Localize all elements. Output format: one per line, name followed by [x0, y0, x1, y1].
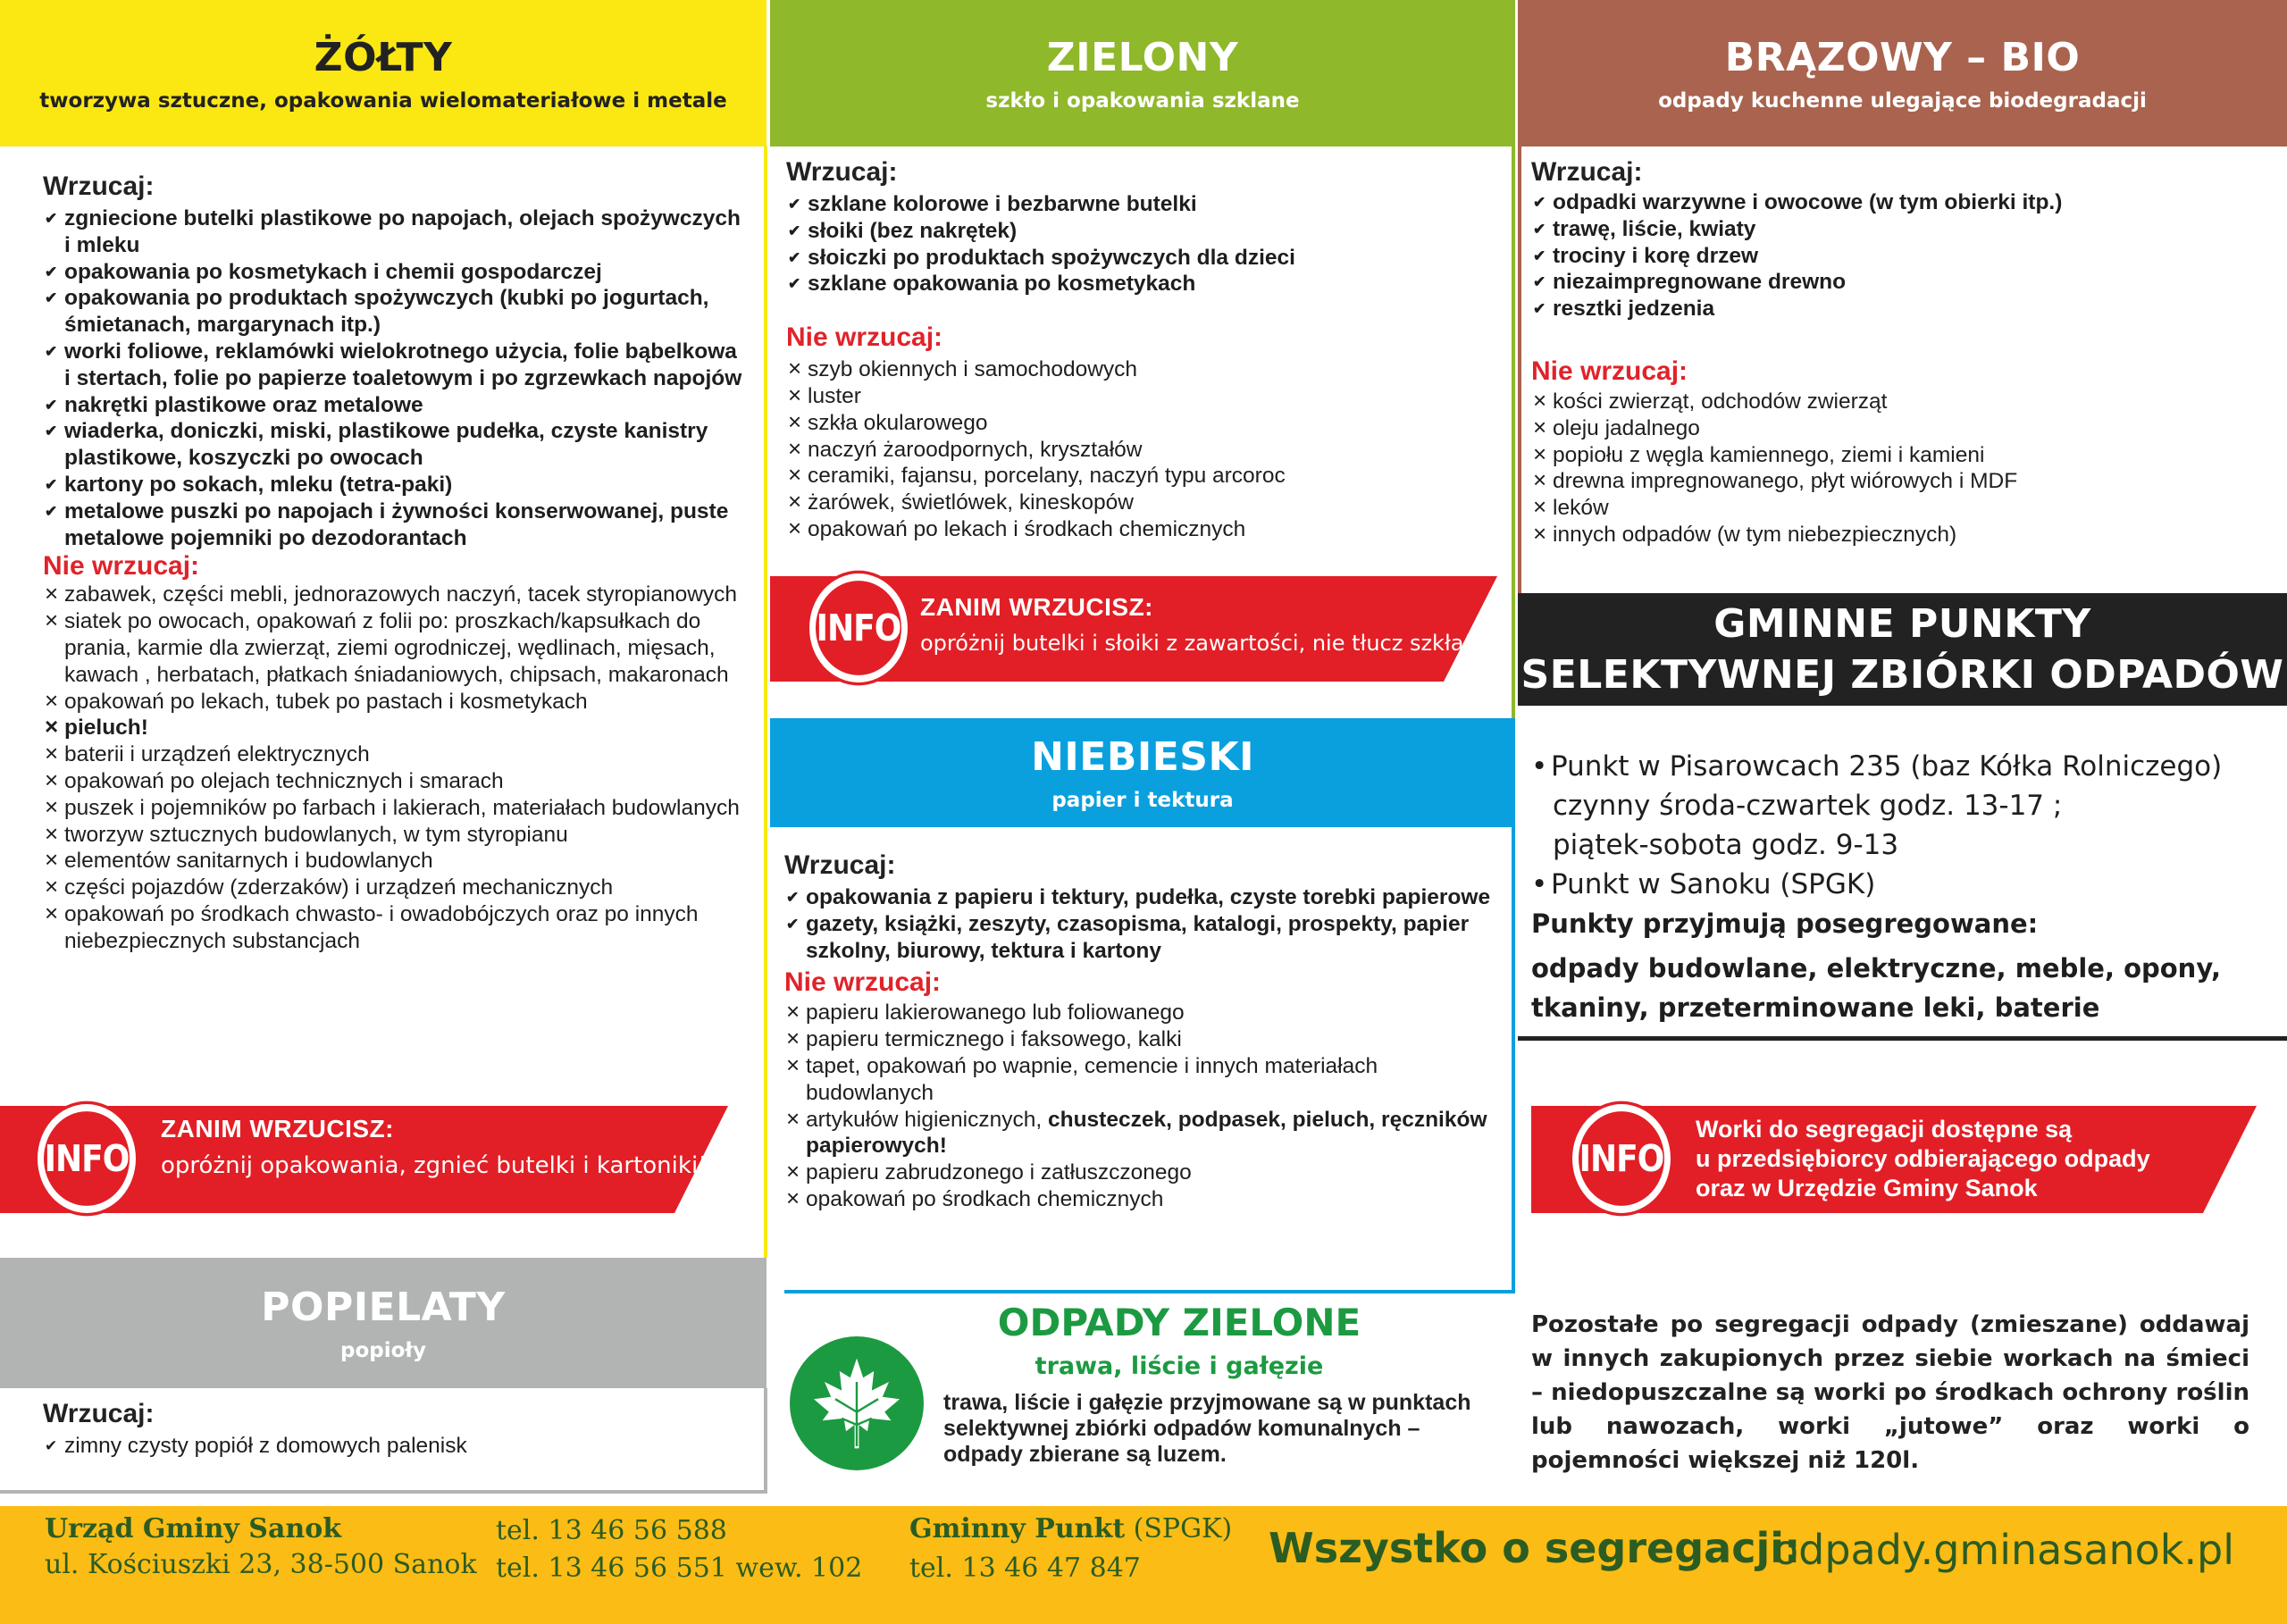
- grey-body: [43, 1399, 749, 1460]
- blue-divider-right: [1512, 827, 1515, 1293]
- list-item: × puszek i pojemników po farbach i lakierach, materiałach budowlanych: [43, 795, 749, 822]
- list-item: × zabawek, części mebli, jednorazowych naczyń, tacek styropianowych: [43, 582, 749, 608]
- leaf-icon: [790, 1336, 924, 1470]
- green-subtitle: szkło i opakowania szklane: [985, 88, 1300, 113]
- list-item: × papieru zabrudzonego i zatłuszczonego: [784, 1159, 1499, 1186]
- grey-divider-bottom: [0, 1490, 767, 1494]
- footer-office-name: Urząd Gminy Sanok: [45, 1513, 342, 1544]
- green-body: [786, 157, 1492, 543]
- yellow-title: ŻÓŁTY: [314, 34, 453, 80]
- list-item: × baterii i urządzeń elektrycznych: [43, 741, 749, 768]
- list-item: × opakowań po lekach i środkach chemicznych: [786, 516, 1492, 543]
- maple-leaf-icon: [803, 1350, 910, 1457]
- list-item: • Punkt w Pisarowcach 235 (baz Kółka Rolniczego): [1531, 747, 2282, 786]
- list-item: • Punkt w Sanoku (SPGK): [1531, 865, 2282, 904]
- grey-divider-right: [764, 1388, 767, 1494]
- footer-tel1: tel. 13 46 56 588: [496, 1515, 727, 1546]
- yellow-divider: [764, 146, 767, 1258]
- grey-title: POPIELATY: [261, 1284, 506, 1330]
- green-divider: [1512, 146, 1515, 718]
- info-line: u przedsiębiorcy odbierającego odpady: [1696, 1145, 2150, 1172]
- blue-header: [770, 718, 1515, 827]
- list-item: × tapet, opakowań po wapnie, cemencie i innych materiałach budowlanych: [784, 1053, 1499, 1107]
- list-item: ✔ zimny czysty popiół z domowych palenisk: [43, 1433, 749, 1460]
- list-item: ✔ odpadki warzywne i owocowe (w tym obierki itp.): [1531, 189, 2264, 216]
- list-item: ✔ niezaimpregnowane drewno: [1531, 269, 2264, 296]
- info-line: oraz w Urzędzie Gminy Sanok: [1696, 1175, 2038, 1201]
- list-item: ✔ resztki jedzenia: [1531, 296, 2264, 322]
- list-item: × części pojazdów (zderzaków) i urządzeń mechanicznych: [43, 875, 749, 901]
- gminne-accept-text: odpady budowlane, elektryczne, meble, opony, tkaniny, przeterminowane leki, baterie: [1531, 953, 2221, 1023]
- green-info-text: [920, 593, 1472, 656]
- info-title: ZANIM WRZUCISZ:: [920, 593, 1154, 621]
- list-item: × szkła okularowego: [786, 410, 1492, 437]
- list-item: ✔ szklane kolorowe i bezbarwne butelki: [786, 191, 1492, 218]
- list-item: ✔ słoiki (bez nakrętek): [786, 218, 1492, 245]
- gminne-body: [1531, 747, 2282, 1027]
- yellow-subtitle: tworzywa sztuczne, opakowania wielomateriałowe i metale: [39, 88, 727, 113]
- brown-header: [1518, 0, 2287, 146]
- list-item: × popiołu z węgla kamiennego, ziemi i kamieni: [1531, 442, 2264, 469]
- yellow-dont-list: [43, 582, 749, 954]
- green-header: [770, 0, 1515, 146]
- list-item: ✔ worki foliowe, reklamówki wielokrotnego użycia, folie bąbelkowa i stertach, folie po papierze toaletowym i po zgrzewkach napojów: [43, 339, 749, 392]
- info-badge-icon: INFO: [1572, 1104, 1671, 1213]
- list-item: × żarówek, świetlówek, kineskopów: [786, 490, 1492, 516]
- brown-dont-list: [1531, 389, 2264, 548]
- gminne-title-line1: GMINNE PUNKTY: [1713, 601, 2091, 647]
- yellow-header: [0, 0, 767, 146]
- list-item: ✔ metalowe puszki po napojach i żywności konserwowanej, puste metalowe pojemniki po dezodorantach: [43, 498, 749, 552]
- list-item: ✔ gazety, książki, zeszyty, czasopisma, katalogi, prospekty, papier szkolny, biurowy, tektura i kartony: [784, 911, 1499, 965]
- list-item: × opakowań po środkach chwasto- i owadobójczych oraz po innych niebezpiecznych substancjach: [43, 901, 749, 955]
- brown-dont-label: Nie wrzucaj:: [1531, 356, 1688, 386]
- footer-point-suffix: (SPGK): [1125, 1513, 1233, 1544]
- list-item: czynny środa-czwartek godz. 13-17 ;: [1553, 790, 2063, 822]
- gminne-points: [1531, 747, 2282, 904]
- info-text: opróżnij butelki i słoiki z zawartości, nie tłucz szkła!: [920, 631, 1473, 656]
- list-item: ✔ opakowania po produktach spożywczych (kubki po jogurtach, śmietanach, margarynach itp.): [43, 285, 749, 339]
- yellow-body: [43, 172, 749, 955]
- list-item: × papieru lakierowanego lub foliowanego: [784, 1000, 1499, 1026]
- list-item: ✔ opakowania po kosmetykach i chemii gospodarczej: [43, 259, 749, 286]
- footer-point-tel: tel. 13 46 47 847: [909, 1553, 1141, 1584]
- list-item: ✔ szklane opakowania po kosmetykach: [786, 271, 1492, 297]
- list-item: × szyb okiennych i samochodowych: [786, 356, 1492, 383]
- brown-title: BRĄZOWY – BIO: [1724, 34, 2081, 80]
- info-title: ZANIM WRZUCISZ:: [161, 1115, 395, 1143]
- green-throw-label: Wrzucaj:: [786, 157, 898, 187]
- list-item: × tworzyw sztucznych budowlanych, w tym styropianu: [43, 822, 749, 849]
- list-item: ✔ trawę, liście, kwiaty: [1531, 216, 2264, 243]
- info-line: Worki do segregacji dostępne są: [1696, 1116, 2073, 1143]
- blue-subtitle: papier i tektura: [1051, 788, 1234, 812]
- list-item-text: artykułów higienicznych,: [806, 1107, 1048, 1132]
- grey-throw-list: [43, 1433, 749, 1460]
- brown-divider: [1518, 146, 1521, 593]
- footer-office-address: ul. Kościuszki 23, 38-500 Sanok: [45, 1549, 477, 1580]
- brown-subtitle: odpady kuchenne ulegające biodegradacji: [1658, 88, 2147, 113]
- info-badge-icon: INFO: [809, 573, 908, 682]
- list-item: piątek-sobota godz. 9-13: [1553, 829, 1899, 861]
- green-throw-list: [786, 191, 1492, 297]
- list-item: × ceramiki, fajansu, porcelany, naczyń typu arcoroc: [786, 463, 1492, 490]
- list-item: ✔ kartony po sokach, mleku (tetra-paki): [43, 472, 749, 498]
- green-title: ZIELONY: [1046, 34, 1239, 80]
- zielone-subtitle: trawa, liście i gałęzie: [1035, 1352, 1324, 1380]
- list-item: × elementów sanitarnych i budowlanych: [43, 848, 749, 875]
- list-item: × opakowań po środkach chemicznych: [784, 1186, 1499, 1213]
- list-item: ✔ słoiczki po produktach spożywczych dla dzieci: [786, 245, 1492, 272]
- blue-dont-label: Nie wrzucaj:: [784, 967, 942, 998]
- footer: [0, 1506, 2287, 1624]
- grey-throw-label: Wrzucaj:: [43, 1399, 155, 1428]
- blue-divider-bottom: [784, 1290, 1515, 1293]
- gminne-accept-label: Punkty przyjmują posegregowane:: [1531, 908, 2039, 939]
- info-text: opróżnij opakowania, zgnieć butelki i kartoniki!: [161, 1152, 708, 1179]
- grey-header: [0, 1258, 767, 1388]
- gminne-header: [1518, 593, 2287, 706]
- gminne-divider: [1518, 1036, 2287, 1041]
- list-item: ✔ trociny i korę drzew: [1531, 243, 2264, 270]
- list-item: × leków: [1531, 495, 2264, 522]
- green-dont-list: [786, 356, 1492, 543]
- green-dont-label: Nie wrzucaj:: [786, 322, 943, 353]
- yellow-throw-label: Wrzucaj:: [43, 172, 155, 201]
- list-item: × opakowań po lekach, tubek po pastach i kosmetykach: [43, 689, 749, 716]
- brown-throw-label: Wrzucaj:: [1531, 157, 1643, 187]
- blue-title: NIEBIESKI: [1031, 733, 1254, 780]
- list-item: × oleju jadalnego: [1531, 415, 2264, 442]
- blue-dont-list: [784, 1000, 1499, 1212]
- footer-point-name: Gminny Punkt: [909, 1513, 1126, 1544]
- list-item: ✔ wiaderka, doniczki, miski, plastikowe pudełka, czyste kanistry plastikowe, koszyczki po owocach: [43, 418, 749, 472]
- list-item: × siatek po owocach, opakowań z folii po: proszkach/kapsułkach do prania, karmie dla zwierząt, ziemi ogrodniczej, wędlinach, mięsach, kawach , herbatach, płatkach śniadaniowych, chipsach, makaronach: [43, 608, 749, 688]
- list-item: × opakowań po olejach technicznych i smarach: [43, 768, 749, 795]
- list-item: × naczyń żaroodpornych, kryształów: [786, 437, 1492, 464]
- list-item: ✔ nakrętki plastikowe oraz metalowe: [43, 392, 749, 419]
- yellow-dont-label: Nie wrzucaj:: [43, 551, 200, 582]
- blue-throw-list: [784, 884, 1499, 964]
- zielone-title: ODPADY ZIELONE: [997, 1301, 1361, 1344]
- list-item: × pieluch!: [43, 715, 749, 741]
- yellow-throw-list: [43, 205, 749, 551]
- list-item: [784, 1107, 1499, 1160]
- brown-throw-list: [1531, 189, 2264, 322]
- yellow-info-text: [161, 1115, 708, 1179]
- list-item: × luster: [786, 383, 1492, 410]
- grey-subtitle: popioły: [340, 1338, 426, 1362]
- footer-all-label: Wszystko o segregacji:: [1269, 1524, 1801, 1572]
- list-item: ✔ opakowania z papieru i tektury, pudełka, czyste torebki papierowe: [784, 884, 1499, 911]
- gminne-title-line2: SELEKTYWNEJ ZBIÓRKI ODPADÓW: [1520, 652, 2284, 698]
- zielone-text: trawa, liście i gałęzie przyjmowane są w punktach selektywnej zbiórki odpadów komunalnych – odpady zbierane są luzem.: [943, 1390, 1471, 1467]
- remaining-note: Pozostałe po segregacji odpady (zmieszane) oddawaj w innych zakupionych przez siebie workach na śmieci – niedopuszczalne są worki po środkach ochrony roślin lub nawozach, worki „jutowe” oraz worki o pojemności większej niż 120l.: [1531, 1311, 2249, 1474]
- blue-body: [784, 850, 1499, 1213]
- list-item: ✔ zgniecione butelki plastikowe po napojach, olejach spożywczych i mleku: [43, 205, 749, 259]
- list-item: × papieru termicznego i faksowego, kalki: [784, 1026, 1499, 1053]
- list-item: × drewna impregnowanego, płyt wiórowych i MDF: [1531, 468, 2264, 495]
- list-item-bold: chusteczek, podpasek, pieluch, ręczników papierowych!: [806, 1107, 1487, 1159]
- footer-point: [909, 1513, 1232, 1544]
- list-item: × innych odpadów (w tym niebezpiecznych): [1531, 522, 2264, 548]
- info-badge-icon: INFO: [38, 1104, 136, 1213]
- brown-body: [1531, 157, 2264, 548]
- blue-throw-label: Wrzucaj:: [784, 850, 896, 880]
- footer-tel2: tel. 13 46 56 551 wew. 102: [496, 1553, 863, 1584]
- gminne-info-text: [1696, 1115, 2150, 1203]
- footer-url[interactable]: odpady.gminasanok.pl: [1773, 1526, 2235, 1574]
- list-item: × kości zwierząt, odchodów zwierząt: [1531, 389, 2264, 415]
